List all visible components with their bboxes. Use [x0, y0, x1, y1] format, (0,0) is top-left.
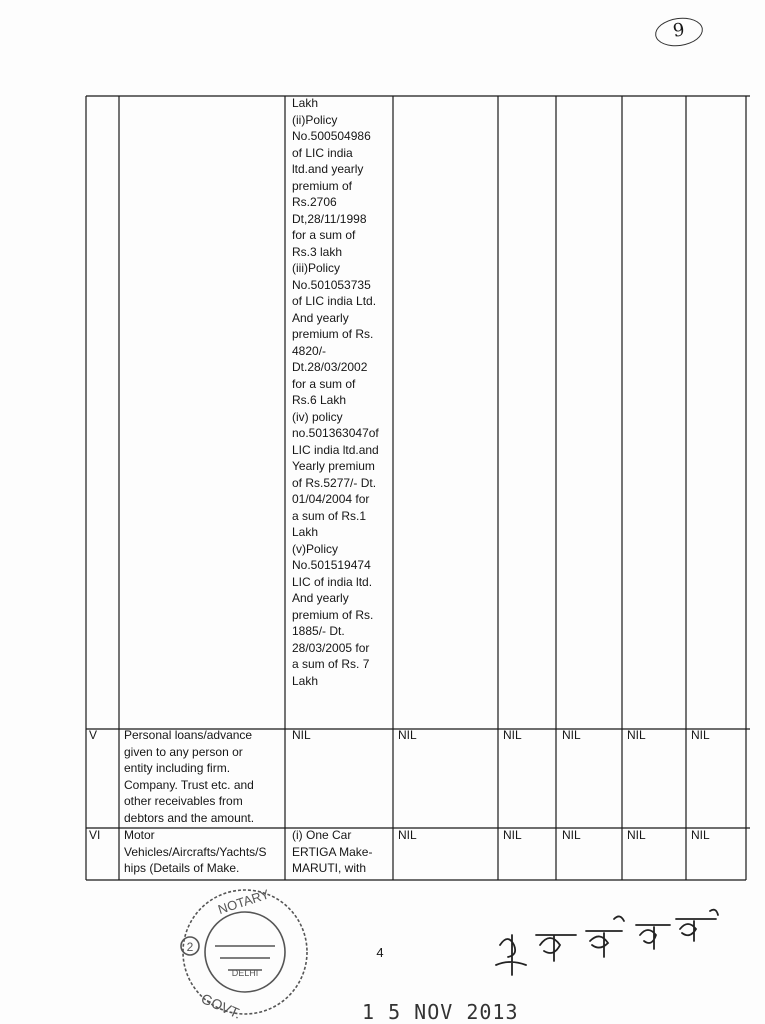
page-number: 4 [376, 945, 384, 960]
row-vi-details: (i) One Car ERTIGA Make- MARUTI, with [292, 828, 373, 875]
svg-text:1 5 NOV 2013: 1 5 NOV 2013 [362, 1000, 519, 1024]
date-stamp [360, 995, 519, 1024]
svg-text:NOTARY: NOTARY [216, 886, 272, 918]
row-v-serial: V [89, 728, 98, 742]
handwritten-signature [490, 905, 740, 995]
row-vi-col8: NIL [691, 828, 710, 842]
notary-seal-stamp [170, 884, 320, 1022]
row-v-particulars: Personal loans/advance given to any person or entity including firm. Company. Trust etc. and other receivables from debtors and the amount. [124, 728, 255, 825]
svg-text:2: 2 [186, 940, 194, 954]
row-v-col6: NIL [562, 728, 581, 742]
svg-text:DELHI: DELHI [231, 968, 259, 978]
row-vi-col5: NIL [503, 828, 522, 842]
row-vi-col7: NIL [627, 828, 646, 842]
policy-details-cell: Lakh (ii)Policy No.500504986 of LIC india ltd.and yearly premium of Rs.2706 Dt,28/11/1998 for a sum of Rs.3 lakh (iii)Policy No.501053735 of LIC india Ltd. And yearly premium of Rs. 4820/- Dt.28/03/2002 for a sum of Rs.6 Lakh (iv) policy no.501363047of LIC india ltd.and Yearly premium of Rs.5277/- Dt. 01/04/2004 for a sum of Rs.1 Lakh (v)Policy No.501519474 LIC of india ltd. And yearly premium of Rs. 1885/- Dt. 28/03/2005 for a sum of Rs. 7 Lakh [292, 96, 379, 688]
row-v-col7: NIL [627, 728, 646, 742]
row-v-col4: NIL [398, 728, 417, 742]
row-v-col8: NIL [691, 728, 710, 742]
svg-text:GOVT.: GOVT. [198, 990, 244, 1022]
row-v-details: NIL [292, 728, 311, 742]
row-vi-col6: NIL [562, 828, 581, 842]
row-v-col5: NIL [503, 728, 522, 742]
row-vi-particulars: Motor Vehicles/Aircrafts/Yachts/S hips (Details of Make. [124, 828, 267, 875]
page-mark: 9 [653, 15, 704, 49]
row-vi-col4: NIL [398, 828, 417, 842]
row-vi-serial: VI [89, 828, 101, 842]
